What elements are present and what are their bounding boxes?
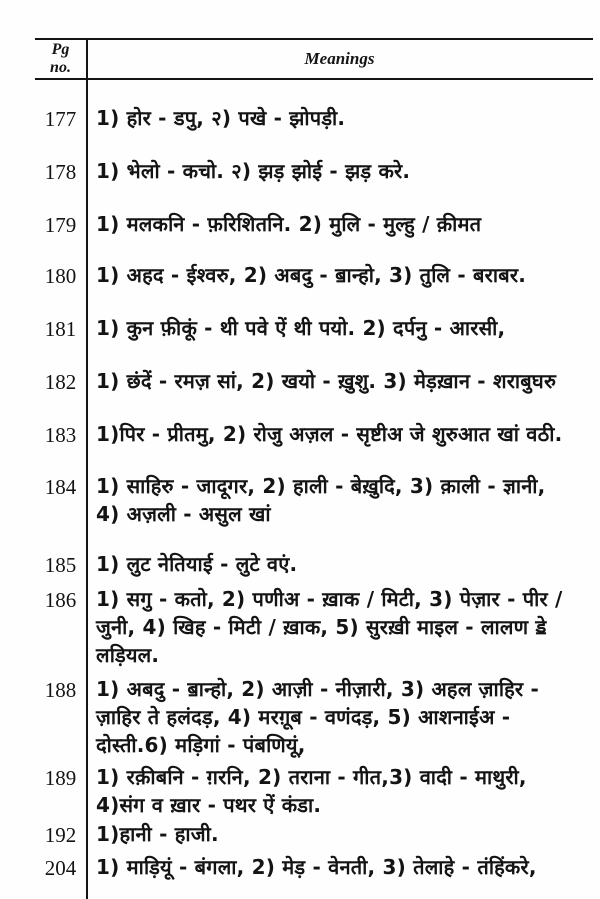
meaning-text: 1)हानी - हाजी.: [96, 822, 219, 846]
page-number: 186: [44, 588, 77, 612]
table-header-row: [35, 38, 593, 80]
glossary-table: [35, 38, 593, 899]
meaning-text: 1) छंदें - रमज़ सां, 2) खयो - ख़ुशु. 3) मेड़ख़ान - शराबुघरु: [96, 369, 557, 393]
page-number: 184: [44, 475, 77, 499]
table-row: [35, 104, 593, 133]
page-number: 183: [44, 423, 77, 447]
page-number: 188: [44, 678, 77, 702]
page-number: 192: [44, 823, 77, 847]
meaning-text: 1)पिर - प्रीतमु, 2) रोजु अज़ल - सृष्टीअ जे शुरुआत खां वठी.: [96, 422, 563, 446]
column-divider-line: [86, 38, 88, 899]
table-row: [35, 157, 593, 186]
meaning-text: 1) भेलो - कचो. २) झड़ झोई - झड़ करे.: [96, 159, 411, 183]
pg-no-column-header: [35, 41, 86, 77]
page-number: 178: [44, 160, 77, 184]
pg-header-line1: Pg: [51, 41, 70, 58]
table-row: [35, 820, 593, 849]
page-number: 204: [44, 856, 77, 880]
meaning-text: 1) साहिरु - जादूगर, 2) हाली - बेख़ुदि, 3) क़ाली - ज्ञानी, 4) अज़ली - असुल खां: [96, 474, 546, 526]
pg-header-line2: no.: [50, 59, 71, 76]
table-row: [35, 210, 593, 239]
meaning-text: 1) मलकनि - फ़रिशितनि. 2) मुलि - मुल्हु / क़ीमत: [96, 212, 482, 236]
meaning-text: 1) अबदु - ॿान्हो, 2) आज़ी - नीज़ारी, 3) अहल ज़ाहिर - ज़ाहिर ते हलंदड़, 4) मरग़ूब - वणंदड़, 5) आशनाईअ - दोस्ती.6) मड़िगां - पंबणियूं,: [96, 677, 539, 757]
page-number: 185: [44, 553, 77, 577]
table-row: [35, 472, 593, 528]
table-row: [35, 420, 593, 449]
meaning-text: 1) कुन फ़ीकूं - थी पवे ऐं थी पयो. 2) दर्पनु - आरसी,: [96, 316, 506, 340]
page-number: 177: [44, 107, 77, 131]
meaning-text: 1) होर - डपु, २) पखे - झोपड़ी.: [96, 106, 346, 130]
meaning-text: 1) लुट नेतियाई - लुटे वएं.: [96, 552, 298, 576]
table-row: [35, 585, 593, 669]
table-row: [35, 550, 593, 579]
table-row: [35, 763, 593, 819]
table-row: [35, 261, 593, 290]
table-row: [35, 314, 593, 343]
meanings-column-header: Meanings: [304, 49, 375, 68]
meaning-text: 1) माड़ियूं - बंगला, 2) मेड़ - वेनती, 3) तेलाहे - तंहिंकरे,: [96, 855, 537, 879]
page-number: 189: [44, 766, 77, 790]
meaning-text: 1) रक़ीबनि - ग़रनि, 2) तराना - गीत,3) वादी - माथुरी, 4)संग व ख़ार - पथर ऐं कंडा.: [96, 765, 527, 817]
table-row: [35, 675, 593, 759]
meaning-text: 1) सगु - कतो, 2) पणीअ - ख़ाक / मिटी, 3) पेज़ार - पीर / जुनी, 4) खिह - मिटी / ख़ाक, 5) सुरख़ी माइल - लालण ॾे लड़ियल.: [96, 587, 563, 667]
table-body: [35, 104, 593, 882]
table-row: [35, 367, 593, 396]
meaning-text: 1) अहद - ईश्वरु, 2) अबदु - ॿान्हो, 3) तुलि - बराबर.: [96, 263, 526, 287]
table-row: [35, 853, 593, 882]
page-number: 182: [44, 370, 77, 394]
page-number: 179: [44, 213, 77, 237]
page-number: 181: [44, 317, 77, 341]
page-number: 180: [44, 264, 77, 288]
